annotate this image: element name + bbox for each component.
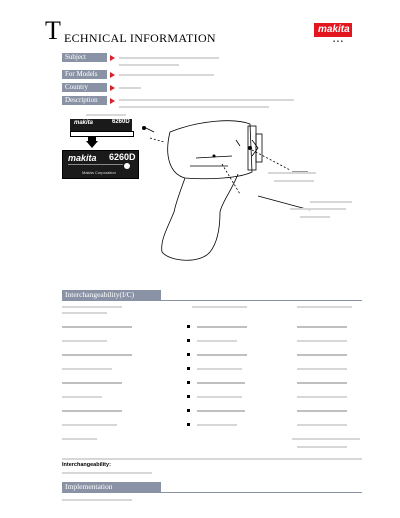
bullet-icon — [187, 353, 190, 356]
table-row — [197, 354, 247, 356]
spec-line — [68, 164, 123, 165]
table-row — [197, 340, 237, 342]
table-row — [62, 438, 97, 440]
table-row — [297, 340, 347, 342]
callout-text-4 — [290, 208, 346, 210]
table-row — [197, 326, 247, 328]
interchangeability-note: Interchangeability: — [62, 462, 111, 468]
callout-text-3 — [310, 201, 352, 203]
section-divider — [62, 300, 362, 301]
table-row — [62, 368, 112, 370]
section-divider — [62, 492, 362, 493]
title-initial: T — [45, 16, 61, 45]
interchangeability-header: Interchangeability(I/C) — [62, 290, 161, 300]
table-row — [297, 306, 352, 308]
bullet-icon — [187, 339, 190, 342]
implementation-header: Implementation — [62, 482, 161, 492]
bullet-icon — [187, 395, 190, 398]
footnote-text — [62, 458, 362, 460]
table-row — [62, 424, 117, 426]
footnote-text-2 — [62, 472, 152, 474]
callout-text-5 — [300, 216, 330, 218]
old-nameplate-brand: makita — [74, 120, 94, 126]
table-row — [197, 424, 237, 426]
logo-text: makita — [318, 24, 350, 35]
table-row — [292, 438, 360, 440]
old-nameplate-strip — [70, 131, 134, 137]
description-label: Description — [62, 96, 107, 105]
table-row — [297, 446, 347, 448]
table-row — [62, 410, 122, 412]
table-row — [62, 396, 102, 398]
bullet-icon — [187, 367, 190, 370]
table-row — [297, 424, 347, 426]
old-nameplate-model: 6260D — [112, 119, 130, 125]
table-row — [62, 326, 132, 328]
table-row — [297, 326, 347, 328]
description-text — [119, 99, 294, 101]
bullet-icon — [187, 409, 190, 412]
table-row — [197, 382, 245, 384]
table-row — [297, 396, 347, 398]
table-row — [297, 368, 347, 370]
table-row — [62, 306, 122, 308]
table-row — [197, 410, 245, 412]
callout-text-2 — [274, 180, 314, 182]
table-row — [62, 340, 107, 342]
pointer-icon — [110, 85, 115, 91]
bullet-icon — [187, 423, 190, 426]
country-text — [119, 87, 141, 89]
table-row — [197, 368, 242, 370]
table-row — [297, 410, 347, 412]
country-label: Country — [62, 83, 107, 92]
description-text-2 — [119, 106, 269, 108]
subject-label: Subject — [62, 53, 107, 62]
down-arrow-icon — [86, 141, 98, 148]
parts-table — [62, 306, 372, 456]
callout-text — [268, 172, 316, 174]
implementation-text — [62, 499, 132, 501]
table-row — [297, 382, 347, 384]
subject-text-2 — [119, 64, 179, 66]
new-nameplate-company: Makita Corporation — [82, 170, 116, 175]
for-models-label: For Models — [62, 70, 107, 79]
models-text — [119, 74, 214, 76]
subject-text — [119, 57, 219, 59]
bullet-icon — [187, 325, 190, 328]
certification-icon — [124, 163, 130, 169]
description-text-3 — [86, 114, 126, 116]
bullet-icon — [187, 381, 190, 384]
pointer-icon — [110, 55, 115, 61]
new-nameplate-brand: makita — [68, 153, 97, 163]
pointer-icon — [110, 98, 115, 104]
table-row — [197, 396, 242, 398]
pointer-icon — [110, 72, 115, 78]
new-nameplate-model: 6260D — [109, 152, 136, 162]
table-row — [297, 354, 347, 356]
table-row — [62, 312, 107, 314]
table-row — [62, 382, 122, 384]
page-number: ▪ ▪ ▪ — [333, 39, 343, 45]
table-row — [62, 354, 132, 356]
page-title: ECHNICAL INFORMATION — [64, 31, 216, 45]
table-row — [192, 306, 247, 308]
